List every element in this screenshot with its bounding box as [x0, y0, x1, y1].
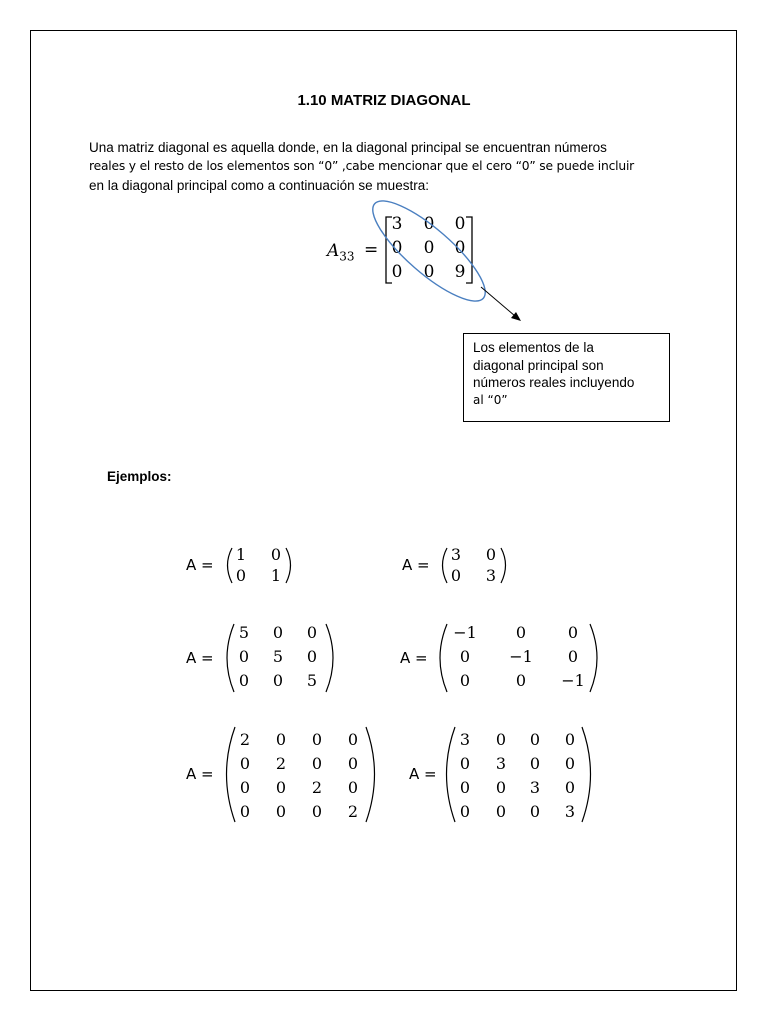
matrix-cell: 0: [275, 778, 287, 797]
matrix-cell: 0: [529, 754, 541, 773]
matrix-cell: 0: [454, 238, 466, 258]
main-matrix-subscript: 33: [339, 249, 355, 264]
diagonal-ellipse: [360, 187, 498, 315]
matrix-cell: 1: [235, 545, 247, 564]
left-paren: [443, 548, 448, 583]
main-matrix-symbol: A: [327, 241, 340, 261]
left-paren: [440, 624, 447, 692]
main-matrix-equals: =: [364, 240, 379, 260]
callout-line: números reales incluyendo: [473, 375, 635, 390]
right-paren: [326, 624, 333, 692]
matrix-cell: 0: [423, 238, 435, 258]
matrix-cell: 0: [311, 802, 323, 821]
matrix-cell: 3: [459, 730, 471, 749]
matrix-cell: 0: [459, 647, 471, 666]
matrix-cell: 0: [564, 754, 576, 773]
matrix-cell: 0: [529, 802, 541, 821]
matrix-cell: 2: [275, 754, 287, 773]
matrix-cell: 0: [567, 623, 579, 642]
callout-arrow-line: [481, 287, 515, 316]
right-paren: [501, 548, 506, 583]
example-label: A =: [186, 556, 214, 574]
left-paren: [227, 624, 234, 692]
right-square-bracket: [466, 217, 472, 283]
matrix-cell: 5: [272, 647, 284, 666]
matrix-cell: 0: [238, 671, 250, 690]
example-label: A =: [409, 765, 437, 783]
example-label: A =: [400, 649, 428, 667]
matrix-cell: 5: [238, 623, 250, 642]
callout-line: diagonal principal son: [473, 357, 604, 373]
matrix-cell: 0: [564, 730, 576, 749]
matrix-cell: 1: [270, 566, 282, 585]
matrix-cell: −1: [509, 647, 533, 666]
matrix-cell: 0: [306, 647, 318, 666]
matrix-cell: 0: [272, 671, 284, 690]
matrix-cell: 0: [454, 214, 466, 234]
matrix-cell: 0: [306, 623, 318, 642]
intro-line: reales y el resto de los elementos son “0” ,cabe mencionar que el cero “0” se puede incluir: [89, 159, 635, 173]
matrix-cell: 0: [459, 778, 471, 797]
matrix-cell: 5: [306, 671, 318, 690]
matrix-cell: 0: [495, 730, 507, 749]
left-square-bracket: [386, 217, 392, 283]
matrix-cell: 0: [347, 730, 359, 749]
right-paren: [582, 727, 591, 822]
intro-line: en la diagonal principal como a continuación se muestra:: [89, 178, 429, 193]
left-paren: [228, 548, 233, 583]
examples-heading: Ejemplos:: [107, 469, 172, 484]
left-paren: [227, 727, 236, 822]
matrix-cell: −1: [561, 671, 585, 690]
matrix-cell: 0: [239, 754, 251, 773]
matrix-cell: 9: [454, 262, 466, 282]
matrix-cell: 0: [459, 754, 471, 773]
matrix-cell: 3: [564, 802, 576, 821]
matrix-cell: 0: [275, 802, 287, 821]
example-label: A =: [186, 765, 214, 783]
matrix-cell: 0: [275, 730, 287, 749]
matrix-cell: 2: [311, 778, 323, 797]
matrix-cell: 0: [515, 671, 527, 690]
matrix-cell: 0: [459, 802, 471, 821]
matrix-cell: 3: [485, 566, 497, 585]
matrix-cell: 0: [485, 545, 497, 564]
matrix-cell: 0: [311, 730, 323, 749]
matrix-cell: −1: [453, 623, 477, 642]
matrix-cell: 3: [391, 214, 403, 234]
matrix-cell: 3: [529, 778, 541, 797]
matrix-cell: 0: [450, 566, 462, 585]
example-label: A =: [402, 556, 430, 574]
matrix-cell: 3: [450, 545, 462, 564]
right-paren: [366, 727, 375, 822]
matrix-cell: 0: [529, 730, 541, 749]
right-paren: [590, 624, 597, 692]
matrix-cell: 0: [459, 671, 471, 690]
page-title: 1.10 MATRIZ DIAGONAL: [297, 92, 471, 109]
matrix-cell: 0: [495, 802, 507, 821]
matrix-cell: 0: [495, 778, 507, 797]
matrix-cell: 0: [564, 778, 576, 797]
matrix-cell: 0: [239, 778, 251, 797]
matrix-cell: 0: [567, 647, 579, 666]
matrix-cell: 3: [495, 754, 507, 773]
matrix-cell: 0: [347, 778, 359, 797]
matrix-cell: 0: [235, 566, 247, 585]
callout-box: [463, 333, 670, 422]
matrix-cell: 0: [347, 754, 359, 773]
matrix-cell: 0: [423, 262, 435, 282]
matrix-cell: 0: [272, 623, 284, 642]
matrix-cell: 0: [391, 238, 403, 258]
matrix-cell: 0: [515, 623, 527, 642]
matrix-cell: 0: [311, 754, 323, 773]
matrix-cell: 0: [423, 214, 435, 234]
matrix-cell: 0: [391, 262, 403, 282]
callout-line: Los elementos de la: [473, 340, 594, 355]
matrix-cell: 0: [239, 802, 251, 821]
matrix-cell: 0: [270, 545, 282, 564]
intro-line: Una matriz diagonal es aquella donde, en la diagonal principal se encuentran números: [89, 140, 607, 155]
matrix-cell: 2: [239, 730, 251, 749]
right-paren: [286, 548, 291, 583]
example-label: A =: [186, 649, 214, 667]
matrix-cell: 2: [347, 802, 359, 821]
callout-line: al “0”: [473, 392, 508, 407]
matrix-cell: 0: [238, 647, 250, 666]
left-paren: [447, 727, 456, 822]
